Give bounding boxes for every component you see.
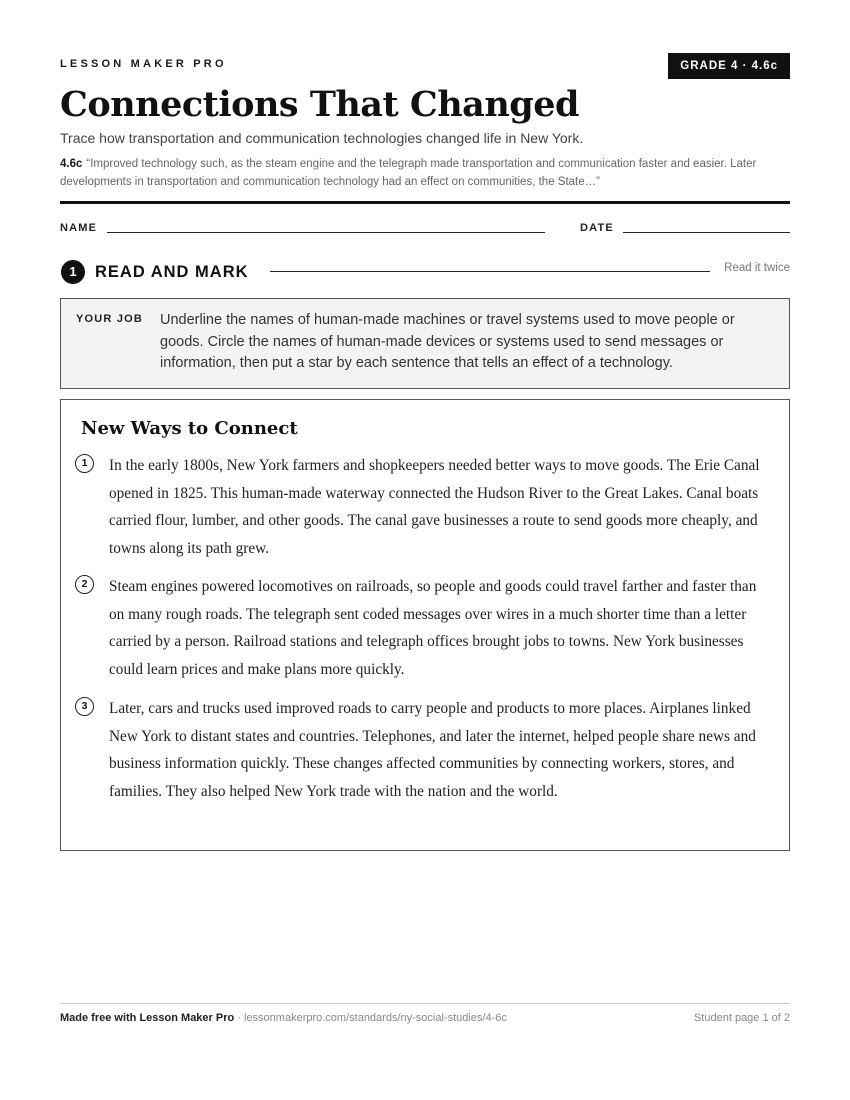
grade-badge: GRADE 4 · 4.6c <box>668 53 790 79</box>
paragraph-number: 2 <box>75 575 94 594</box>
section-note: Read it twice <box>724 262 790 274</box>
section-number-badge: 1 <box>61 260 85 284</box>
footer-made-with: Made free with Lesson Maker Pro <box>60 1012 235 1024</box>
paragraph-text: In the early 1800s, New York farmers and shopkeepers needed better ways to move goods. The Erie Canal opened in 1825. This human-made waterway connected the Hudson River to the Great Lakes. Canal boats carried flour, lumber, and other goods. The canal gave businesses a route to send goods more cheaply, and towns along its path grew. <box>109 457 760 557</box>
standard-text: “Improved technology such, as the steam engine and the telegraph made transportation and communication faster and easier. Later developments in transportation and communication technology had an effect on communities, the State…” <box>60 158 757 188</box>
paragraph-text: Later, cars and trucks used improved roads to carry people and products to more places. Airplanes linked New York to distant states and countries. Telephones, and later the internet, helped people share news and business information quickly. These changes affected communities by connecting workers, stores, and families. They also helped New York trade with the nation and the world. <box>109 700 756 800</box>
standard-code: 4.6c <box>60 158 83 170</box>
instructions-box <box>60 298 790 389</box>
worksheet-page <box>60 0 790 1100</box>
header-divider <box>60 201 790 204</box>
footer-url[interactable]: · lessonmakerpro.com/standards/ny-social-studies/4-6c <box>234 1012 507 1024</box>
paragraph-number: 3 <box>75 697 94 716</box>
footer-page-number: Student page 1 of 2 <box>693 1012 790 1024</box>
name-label: NAME <box>60 222 98 234</box>
instructions-text: Underline the names of human-made machines or travel systems used to move people or goods. Circle the names of human-made devices or systems used to send messages or information, then put a star by each sentence that tells an effect of a technology. <box>160 312 735 371</box>
paragraph-number: 1 <box>75 454 94 473</box>
name-field[interactable] <box>107 232 545 233</box>
brand-name: LESSON MAKER PRO <box>60 58 227 70</box>
date-field[interactable] <box>623 232 790 233</box>
footer-divider <box>60 1003 790 1004</box>
standard-statement <box>60 155 790 191</box>
date-label: DATE <box>580 222 614 234</box>
paragraph-text: Steam engines powered locomotives on railroads, so people and goods could travel farther and faster than on many rough roads. The telegraph sent coded messages over wires in a much shorter time than a letter carried by a person. Railroad stations and telegraph offices brought jobs to towns. New York businesses could learn prices and make plans more quickly. <box>109 578 757 678</box>
passage-title: New Ways to Connect <box>81 418 298 439</box>
footer-credit <box>60 1012 507 1024</box>
page-title: Connections That Changed <box>60 84 579 125</box>
section-title: READ AND MARK <box>95 263 249 281</box>
instructions-label: YOUR JOB <box>76 313 144 325</box>
page-subtitle: Trace how transportation and communication technologies changed life in New York. <box>60 130 584 146</box>
section-divider <box>270 271 710 272</box>
reading-passage <box>60 399 790 851</box>
